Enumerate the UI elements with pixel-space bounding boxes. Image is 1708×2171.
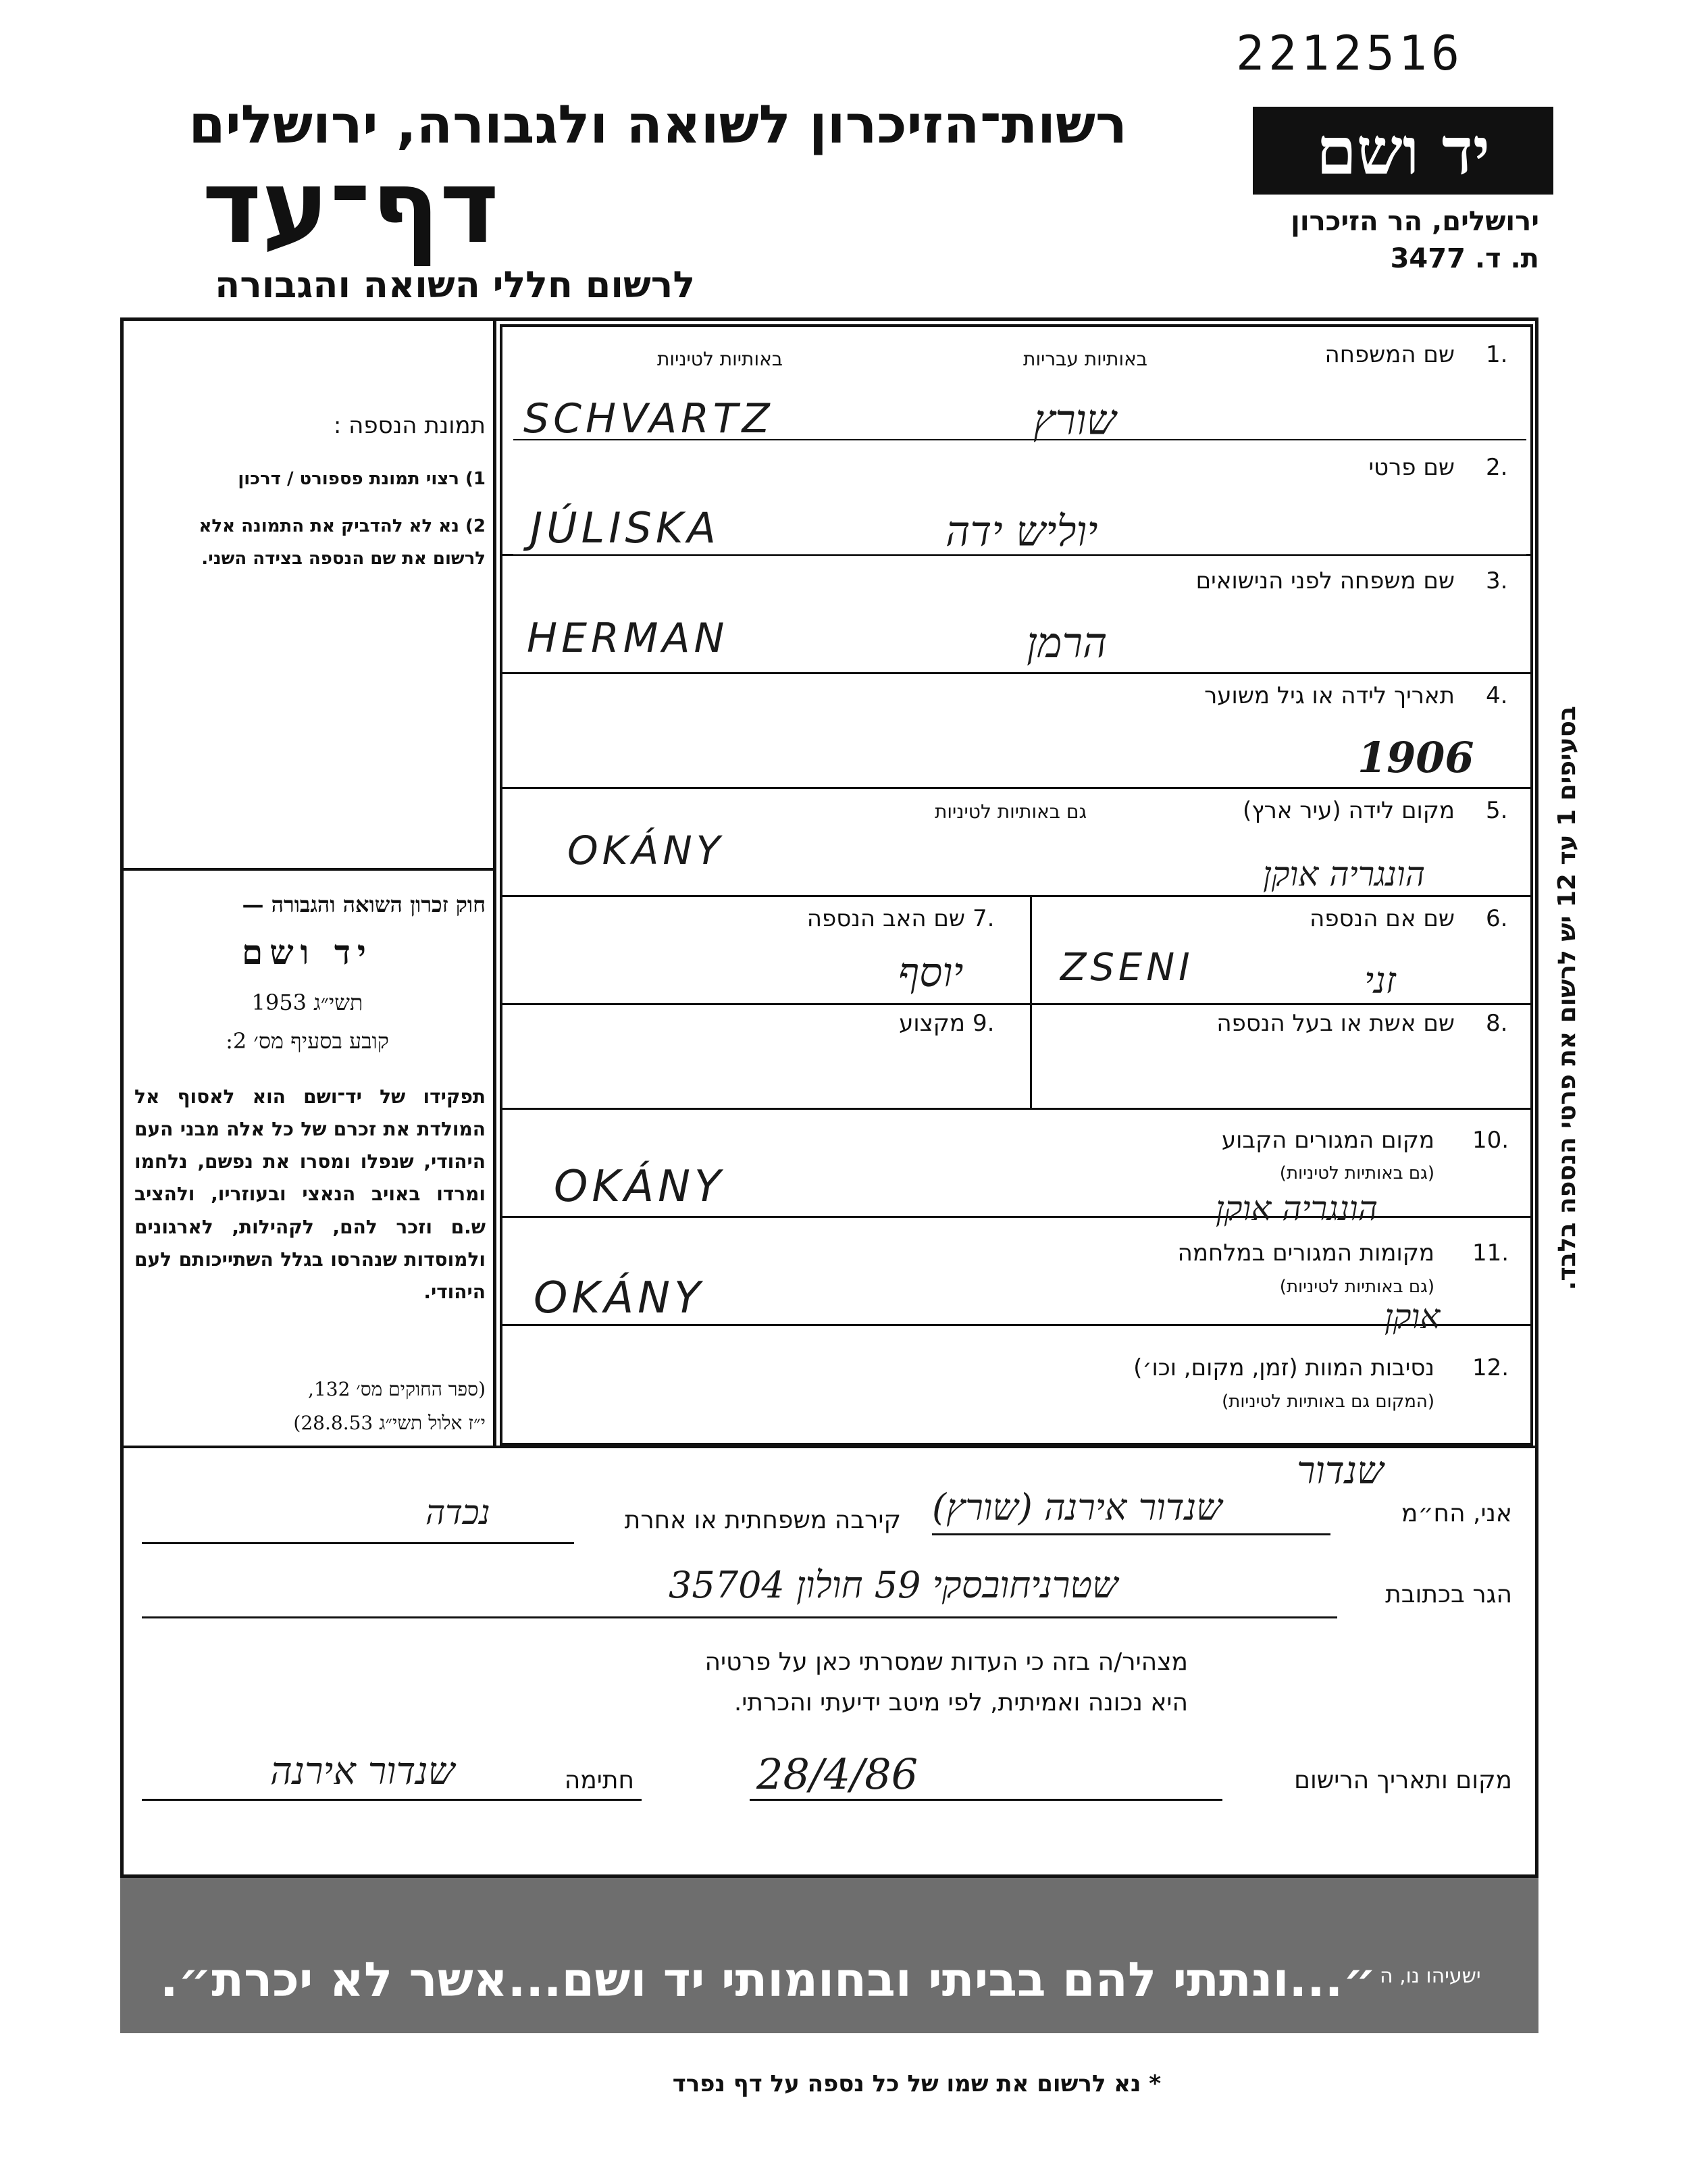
field-5-hebrew-value: הונגריה אוקן [1263, 854, 1426, 894]
field-8-number: 8. [1486, 1010, 1508, 1037]
place-date-value: 28/4/86 [756, 1749, 918, 1799]
law-name: יד ושם [242, 932, 373, 972]
vertical-note: בסעיפים 1 עד 12 יש לרשום את פרטי הנספה בלבד. [1553, 706, 1581, 1291]
declarant-name: שנדור אירנה (שורץ) [932, 1486, 1222, 1529]
field-11-number: 11. [1472, 1240, 1509, 1267]
column-latin-header: באותיות לטיניות [657, 348, 783, 370]
law-clause: קובע בסעיף מס׳ 2: [226, 1028, 389, 1054]
signature-value: שנדור אירנה [270, 1749, 455, 1793]
quote-source: ישעיהו נו, ה [1380, 1964, 1481, 1988]
field-5-latin-value: OKÁNY [567, 827, 725, 873]
photo-note-2-num: 2) [465, 516, 486, 536]
field-4-label: תאריך לידה או גיל משוער [1204, 682, 1455, 709]
form-title: דף־עד [202, 149, 499, 266]
signature-label: חתימה [564, 1766, 634, 1794]
field-1-number: 1. [1486, 341, 1508, 368]
column-hebrew-header: באותיות עבריות [1023, 348, 1147, 370]
field-7-label: שם האב הנספה [806, 905, 965, 932]
law-date: י״ז אלול תשי״ג 28.8.53) [293, 1412, 486, 1434]
field-10-label: מקום המגורים הקבוע [1221, 1127, 1434, 1154]
law-year: תשי״ג 1953 [251, 990, 363, 1015]
address-line-1: ירושלים, הר הזיכרון [1291, 206, 1539, 237]
field-2-latin-value: JÚLISKA [530, 503, 720, 553]
field-6-hebrew-value: זני [1364, 959, 1396, 1002]
statement-line-2: היא נכונה ואמיתית, לפי מיטב ידיעתי והכרתי. [733, 1689, 1188, 1716]
field-1-label: שם המשפחה [1324, 341, 1455, 368]
serial-number: 2212516 [1236, 26, 1464, 81]
field-12-number: 12. [1472, 1354, 1509, 1381]
field-4-number: 4. [1486, 682, 1508, 709]
address-value: שטרניחובסקי 59 חולון 35704 [669, 1564, 1118, 1606]
field-3-label: שם משפחה לפני הנישואים [1195, 567, 1455, 594]
field-3-hebrew-value: הרמן [1027, 618, 1108, 667]
field-2-hebrew-value: יוליש ידה [946, 507, 1098, 556]
law-source: (ספר החוקים מס׳ 132, [308, 1378, 486, 1400]
field-2-label: שם פרטי [1368, 454, 1455, 481]
field-9-number: 9. [973, 1010, 995, 1037]
law-heading: חוק זכרון השואה והגבורה — [242, 892, 486, 917]
field-10-hebrew-value: הונגריה אוקן [1216, 1189, 1378, 1228]
field-3-number: 3. [1486, 567, 1508, 594]
field-11-sub-label: (גם באותיות לטיניות) [1279, 1277, 1434, 1297]
field-10-number: 10. [1472, 1127, 1509, 1154]
photo-note-1: רצוי תמונת פספורט / דרכון [238, 469, 459, 489]
field-6-number: 6. [1486, 905, 1508, 932]
statement-line-1: מצהיר/ה בזה כי העדות שמסרתי כאן על פרטיה [704, 1648, 1188, 1676]
field-12-label: נסיבות המוות (זמן, מקום, וכו׳) [1133, 1354, 1434, 1381]
yad-vashem-logo: יד ושם [1253, 107, 1553, 195]
relation-value: נכדה [425, 1493, 490, 1532]
authority-title: רשות־הזיכרון לשואה ולגבורה, ירושלים [188, 95, 1127, 155]
field-12-sub-label: (המקום גם באותיות לטיניות) [1222, 1391, 1434, 1412]
field-10-latin-value: OKÁNY [554, 1162, 725, 1212]
photo-heading: תמונת הנספה : [333, 412, 486, 439]
field-3-latin-value: HERMAN [527, 615, 729, 662]
field-6-label: שם אם הנספה [1310, 905, 1455, 932]
field-1-hebrew-value: שורץ [1033, 395, 1116, 444]
field-5-number: 5. [1486, 797, 1508, 824]
field-6-latin-value: ZSENI [1060, 946, 1194, 990]
field-5-label: מקום לידה (עיר ארץ) [1242, 797, 1455, 824]
address-line-2: ת. ד. 3477 [1390, 243, 1539, 274]
field-5-latin-note: גם באותיות לטיניות [935, 800, 1087, 823]
photo-note-1-num: 1) [465, 469, 486, 489]
relation-label: קירבה משפחתית או אחרת [624, 1506, 901, 1534]
quote-banner [120, 1878, 1538, 2033]
field-2-number: 2. [1486, 454, 1508, 481]
declarant-maiden-name: שנדור [1297, 1449, 1384, 1493]
field-11-hebrew-value: אוקן [1384, 1297, 1441, 1336]
field-9-label: מקצוע [899, 1010, 965, 1037]
field-11-latin-value: OKÁNY [534, 1273, 705, 1323]
field-8-label: שם אשת או בעל הנספה [1216, 1010, 1455, 1037]
footer-note: * נא לרשום את שמו של כל נספה על דף נפרד [672, 2070, 1161, 2097]
place-date-label: מקום ותאריך הרישום [1294, 1766, 1512, 1794]
form-subtitle: לרשום חללי השואה והגבורה [215, 263, 695, 306]
quote-text: ״...ונתתי להם בביתי ובחומותי יד ושם...אשר לא יכרת״. [160, 1952, 1376, 2008]
field-4-value: 1906 [1357, 733, 1474, 782]
photo-note-2: נא לא להדביק את התמונה אלא לרשום את שם הנספה בצידה השני. [199, 516, 486, 569]
field-10-sub-label: (גם באותיות לטיניות) [1279, 1163, 1434, 1183]
field-7-hebrew-value: יוסף [898, 949, 964, 996]
declaration-intro: אני, הח״מ [1401, 1500, 1512, 1527]
address-label: הגר בכתובת [1385, 1581, 1512, 1608]
field-11-label: מקומות המגורים במלחמה [1177, 1240, 1434, 1267]
field-1-latin-value: SCHVARTZ [523, 395, 774, 442]
law-text: תפקידו של יד־ושם הוא לאסוף אל המולדת את זכרם של כל אלה מבני העם היהודי, שנפלו ומסרו את נפשם, נלחמו ומרדו באויב הנאצי ובעוזריו, ולהציב ש.ם וזכר להם, לקהילות, לארגונים ולמוסדות שנהרסו בגלל השתייכותם לעם היהודי. [134, 1086, 486, 1303]
field-7-number: 7. [973, 905, 995, 932]
